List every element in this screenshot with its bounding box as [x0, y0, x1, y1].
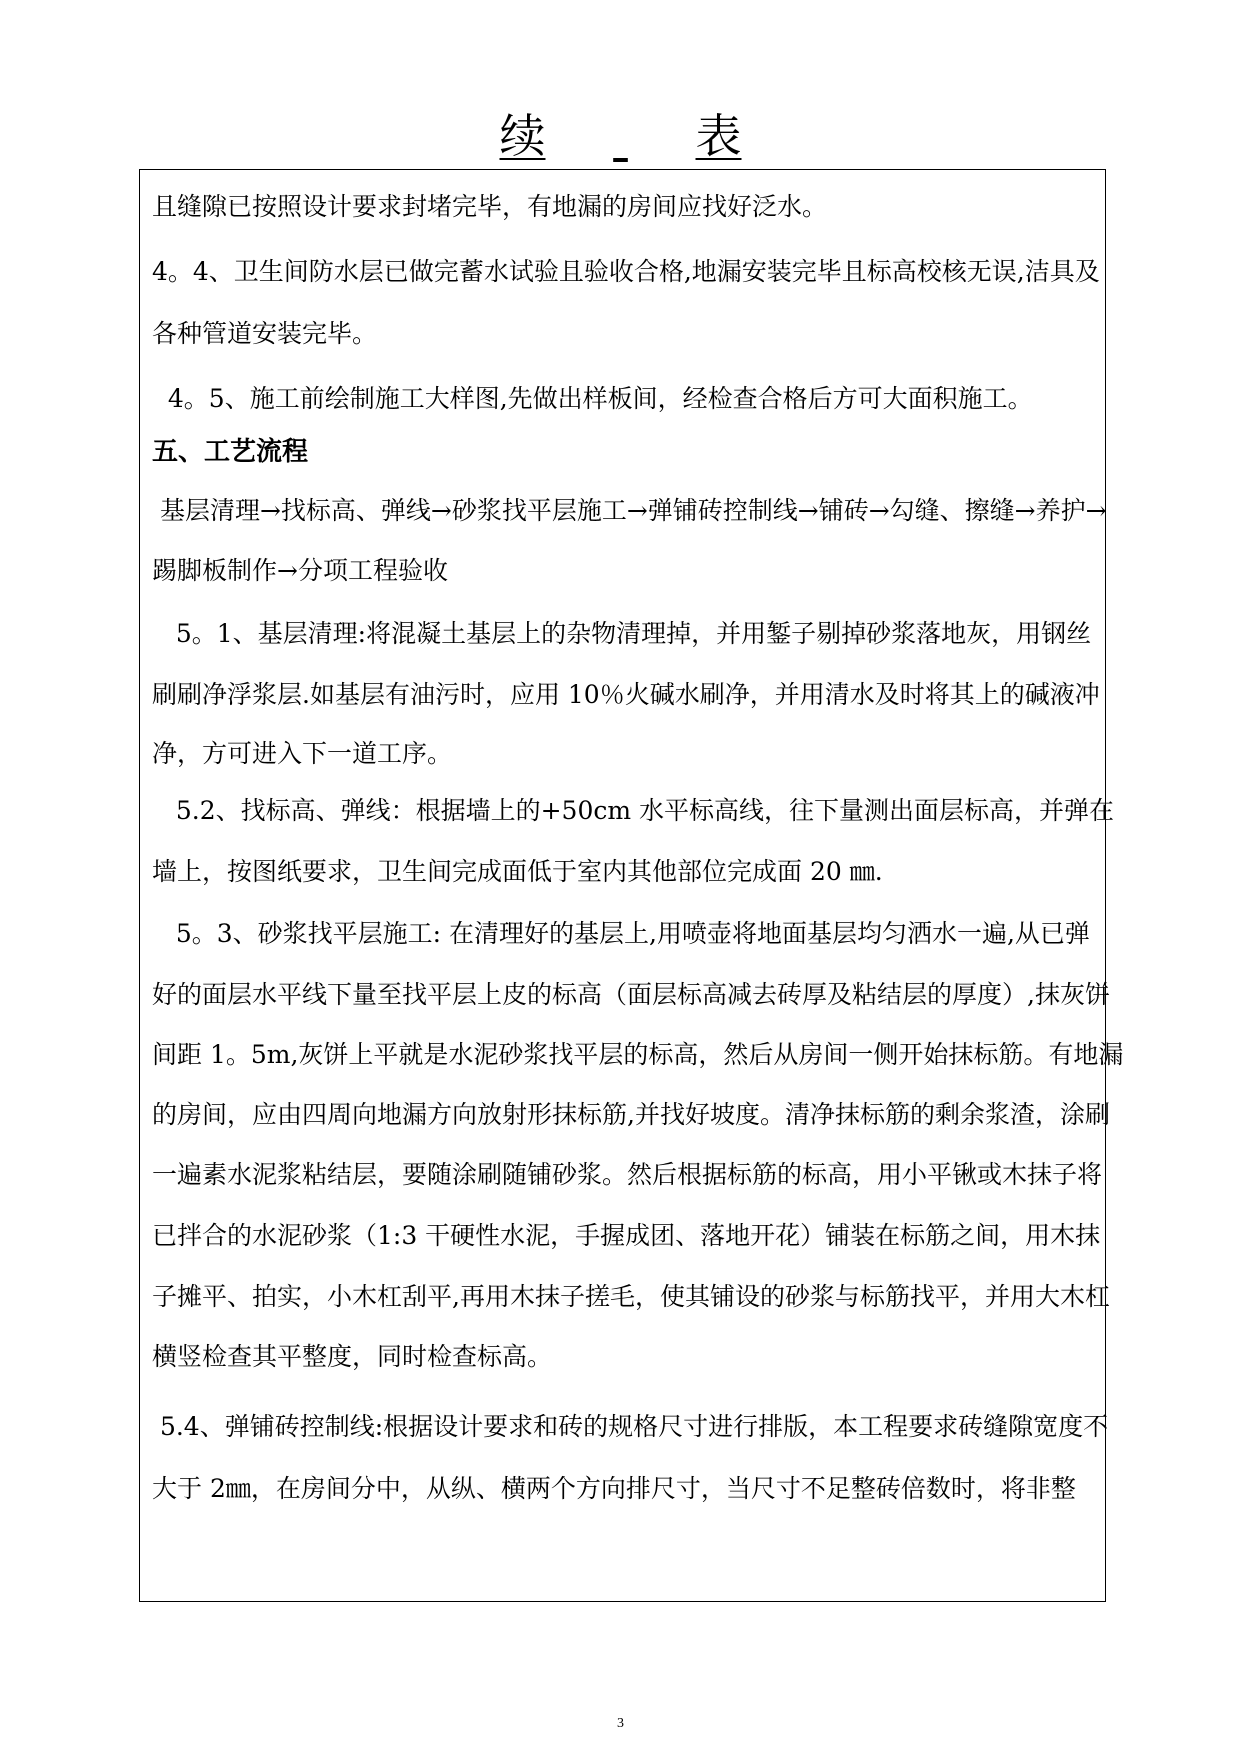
text-line: 且缝隙已按照设计要求封堵完毕，有地漏的房间应找好泛水。 — [152, 192, 828, 221]
text-line: 基层清理→找标高、弹线→砂浆找平层施工→弹铺砖控制线→铺砖→勾缝、擦缝→养护→ — [152, 496, 1107, 525]
text-line: 各种管道安装完毕。 — [152, 319, 378, 348]
title-char-continued: 续 — [499, 109, 546, 163]
title-underline-gap — [546, 108, 696, 164]
text-line: 净，方可进入下一道工序。 — [152, 739, 453, 768]
text-line: 5.2、找标高、弹线：根据墙上的+50cm 水平标高线，往下量测出面层标高，并弹在 — [152, 796, 1115, 825]
text-line: 4。4、卫生间防水层已做完蓄水试验且验收合格,地漏安装完毕且标高校核无误,洁具及 — [152, 257, 1100, 286]
text-line: 大于 2㎜，在房间分中，从纵、横两个方向排尺寸，当尺寸不足整砖倍数时，将非整 — [152, 1474, 1076, 1503]
section-heading: 五、工艺流程 — [152, 437, 309, 467]
title-char-table: 表 — [695, 109, 742, 163]
text-line: 的房间，应由四周向地漏方向放射形抹标筋,并找好坡度。清净抹标筋的剩余浆渣，涂刷 — [152, 1100, 1110, 1129]
text-line: 5。3、砂浆找平层施工: 在清理好的基层上,用喷壶将地面基层均匀洒水一遍,从已弹 — [152, 919, 1090, 948]
text-line: 5。1、基层清理:将混凝土基层上的杂物清理掉，并用錾子剔掉砂浆落地灰，用钢丝 — [152, 619, 1092, 648]
page-number: 3 — [617, 1716, 624, 1731]
text-line: 间距 1。5m,灰饼上平就是水泥砂浆找平层的标高，然后从房间一侧开始抹标筋。有地漏 — [152, 1040, 1124, 1069]
text-line: 4。5、施工前绘制施工大样图,先做出样板间，经检查合格后方可大面积施工。 — [152, 384, 1033, 413]
text-line: 刷刷净浮浆层.如基层有油污时，应用 10％火碱水刷净，并用清水及时将其上的碱液冲 — [152, 680, 1100, 709]
text-line: 已拌合的水泥砂浆（1:3 干硬性水泥，手握成团、落地开花）铺装在标筋之间，用木抹 — [152, 1221, 1101, 1250]
text-line: 横竖检查其平整度，同时检查标高。 — [152, 1342, 553, 1371]
text-line: 好的面层水平线下量至找平层上皮的标高（面层标高减去砖厚及粘结层的厚度）,抹灰饼 — [152, 980, 1110, 1009]
text-line: 一遍素水泥浆粘结层，要随涂刷随铺砂浆。然后根据标筋的标高，用小平锹或木抹子将 — [152, 1160, 1103, 1189]
text-line: 踢脚板制作→分项工程验收 — [152, 556, 448, 585]
text-line: 5.4、弹铺砖控制线:根据设计要求和砖的规格尺寸进行排版，本工程要求砖缝隙宽度不 — [152, 1412, 1109, 1441]
text-line: 墙上，按图纸要求，卫生间完成面低于室内其他部位完成面 20 ㎜. — [152, 857, 883, 886]
page-title — [0, 108, 1241, 164]
text-line: 子摊平、拍实，小木杠刮平,再用木抹子搓毛，使其铺设的砂浆与标筋找平，并用大木杠 — [152, 1282, 1110, 1311]
